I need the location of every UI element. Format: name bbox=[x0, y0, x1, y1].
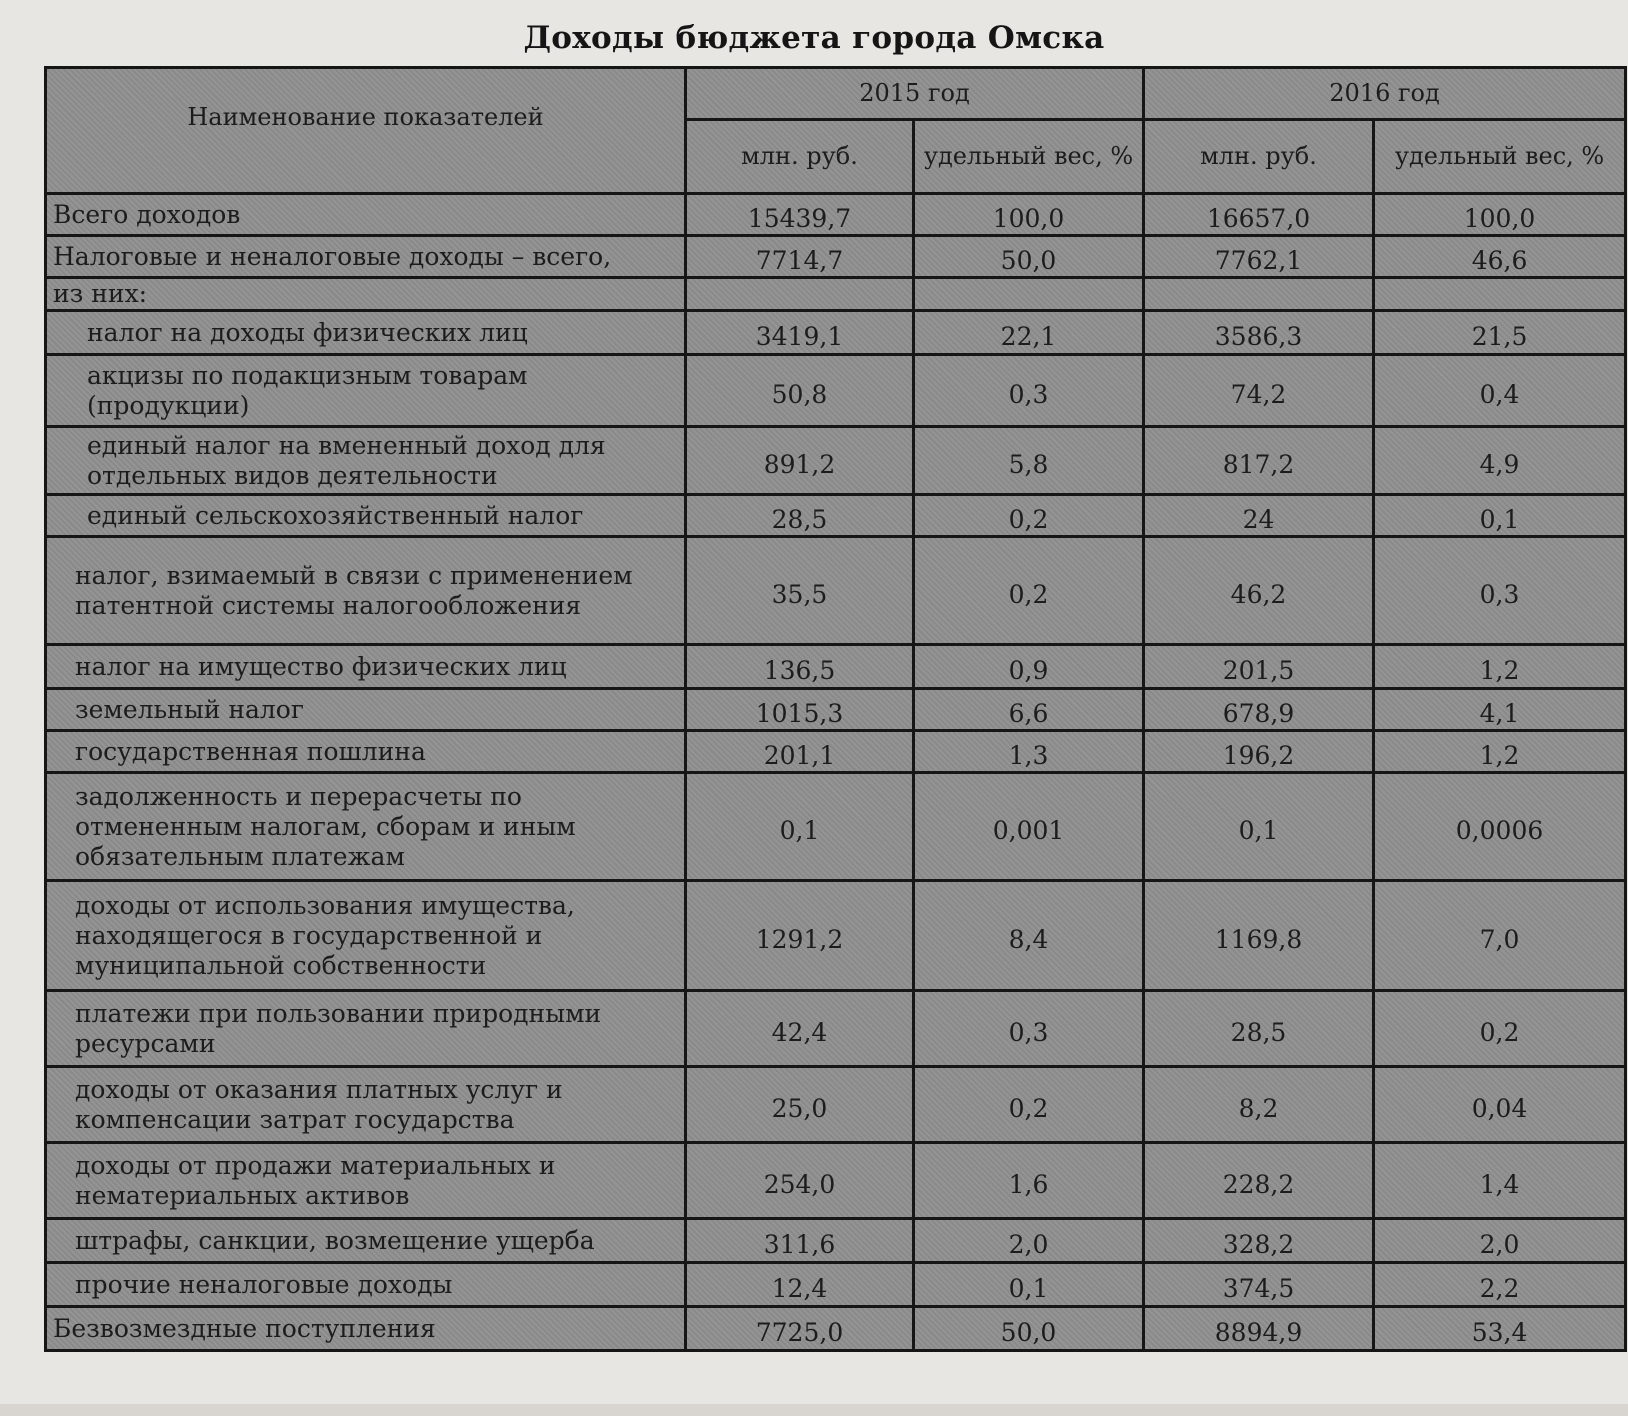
budget-table bbox=[44, 66, 1627, 1352]
row-indicator-name: Безвозмездные поступления bbox=[46, 1307, 686, 1351]
cell-mln-rub-2015: 12,4 bbox=[686, 1263, 914, 1307]
cell-mln-rub-2016: 16657,0 bbox=[1144, 194, 1374, 236]
row-indicator-name: акцизы по подакцизным товарам (продукции) bbox=[46, 355, 686, 427]
cell-mln-rub-2016: 0,1 bbox=[1144, 773, 1374, 881]
cell-mln-rub-2015: 1291,2 bbox=[686, 881, 914, 991]
cell-mln-rub-2016: 24 bbox=[1144, 495, 1374, 537]
cell-share-2015: 0,2 bbox=[914, 537, 1144, 645]
cell-mln-rub-2016 bbox=[1144, 278, 1374, 311]
cell-share-2016: 0,4 bbox=[1374, 355, 1626, 427]
cell-share-2015: 50,0 bbox=[914, 236, 1144, 278]
row-indicator-name: налог, взимаемый в связи с применением патентной системы налогообложения bbox=[46, 537, 686, 645]
header-indicator-name: Наименование показателей bbox=[46, 68, 686, 194]
row-indicator-name: единый сельскохозяйственный налог bbox=[46, 495, 686, 537]
table-row bbox=[46, 881, 1626, 991]
cell-mln-rub-2015: 35,5 bbox=[686, 537, 914, 645]
row-indicator-name: земельный налог bbox=[46, 689, 686, 731]
cell-share-2016: 21,5 bbox=[1374, 311, 1626, 355]
cell-mln-rub-2015: 50,8 bbox=[686, 355, 914, 427]
cell-share-2015: 0,9 bbox=[914, 645, 1144, 689]
header-share-2016: удельный вес, % bbox=[1374, 120, 1626, 194]
row-indicator-name: прочие неналоговые доходы bbox=[46, 1263, 686, 1307]
row-indicator-name: доходы от использования имущества, находящегося в государственной и муниципальной собственности bbox=[46, 881, 686, 991]
table-row bbox=[46, 1307, 1626, 1351]
cell-share-2016: 2,0 bbox=[1374, 1219, 1626, 1263]
cell-share-2015: 0,1 bbox=[914, 1263, 1144, 1307]
cell-share-2016: 0,2 bbox=[1374, 991, 1626, 1067]
cell-share-2015: 1,6 bbox=[914, 1143, 1144, 1219]
cell-mln-rub-2015: 201,1 bbox=[686, 731, 914, 773]
cell-share-2015: 100,0 bbox=[914, 194, 1144, 236]
cell-mln-rub-2016: 374,5 bbox=[1144, 1263, 1374, 1307]
table-row bbox=[46, 1067, 1626, 1143]
cell-mln-rub-2015: 7714,7 bbox=[686, 236, 914, 278]
cell-share-2015: 8,4 bbox=[914, 881, 1144, 991]
cell-mln-rub-2015: 42,4 bbox=[686, 991, 914, 1067]
cell-mln-rub-2015: 891,2 bbox=[686, 427, 914, 495]
row-indicator-name: налог на доходы физических лиц bbox=[46, 311, 686, 355]
cell-share-2016 bbox=[1374, 278, 1626, 311]
cell-mln-rub-2015: 25,0 bbox=[686, 1067, 914, 1143]
cell-mln-rub-2016: 8894,9 bbox=[1144, 1307, 1374, 1351]
cell-share-2016: 0,0006 bbox=[1374, 773, 1626, 881]
cell-mln-rub-2016: 196,2 bbox=[1144, 731, 1374, 773]
table-row bbox=[46, 645, 1626, 689]
table-row bbox=[46, 311, 1626, 355]
row-indicator-name: Всего доходов bbox=[46, 194, 686, 236]
cell-mln-rub-2015: 136,5 bbox=[686, 645, 914, 689]
table-row bbox=[46, 731, 1626, 773]
table-row bbox=[46, 1219, 1626, 1263]
header-year-2016: 2016 год bbox=[1144, 68, 1626, 120]
row-indicator-name: единый налог на вмененный доход для отдельных видов деятельности bbox=[46, 427, 686, 495]
row-indicator-name: налог на имущество физических лиц bbox=[46, 645, 686, 689]
cell-mln-rub-2015: 15439,7 bbox=[686, 194, 914, 236]
table-row bbox=[46, 355, 1626, 427]
cell-share-2016: 0,04 bbox=[1374, 1067, 1626, 1143]
table-row bbox=[46, 427, 1626, 495]
cell-mln-rub-2015: 28,5 bbox=[686, 495, 914, 537]
cell-share-2015: 0,001 bbox=[914, 773, 1144, 881]
cell-mln-rub-2015: 3419,1 bbox=[686, 311, 914, 355]
cell-share-2016: 53,4 bbox=[1374, 1307, 1626, 1351]
row-indicator-name: доходы от оказания платных услуг и компенсации затрат государства bbox=[46, 1067, 686, 1143]
row-indicator-name: задолженность и перерасчеты по отмененным налогам, сборам и иным обязательным платежам bbox=[46, 773, 686, 881]
page-title: Доходы бюджета города Омска bbox=[523, 20, 1105, 56]
cell-mln-rub-2016: 678,9 bbox=[1144, 689, 1374, 731]
cell-share-2015 bbox=[914, 278, 1144, 311]
cell-mln-rub-2015: 254,0 bbox=[686, 1143, 914, 1219]
row-indicator-name: штрафы, санкции, возмещение ущерба bbox=[46, 1219, 686, 1263]
table-row bbox=[46, 1143, 1626, 1219]
page-bottom-edge bbox=[0, 1404, 1628, 1416]
cell-mln-rub-2015: 7725,0 bbox=[686, 1307, 914, 1351]
row-indicator-name: платежи при пользовании природными ресурсами bbox=[46, 991, 686, 1067]
cell-mln-rub-2015: 0,1 bbox=[686, 773, 914, 881]
cell-mln-rub-2016: 74,2 bbox=[1144, 355, 1374, 427]
row-indicator-name: из них: bbox=[46, 278, 686, 311]
cell-share-2016: 2,2 bbox=[1374, 1263, 1626, 1307]
cell-mln-rub-2016: 228,2 bbox=[1144, 1143, 1374, 1219]
cell-mln-rub-2016: 1169,8 bbox=[1144, 881, 1374, 991]
cell-share-2015: 6,6 bbox=[914, 689, 1144, 731]
cell-mln-rub-2016: 46,2 bbox=[1144, 537, 1374, 645]
table-row bbox=[46, 236, 1626, 278]
cell-mln-rub-2016: 201,5 bbox=[1144, 645, 1374, 689]
cell-share-2015: 0,3 bbox=[914, 355, 1144, 427]
cell-share-2015: 1,3 bbox=[914, 731, 1144, 773]
cell-share-2015: 22,1 bbox=[914, 311, 1144, 355]
cell-share-2015: 0,2 bbox=[914, 495, 1144, 537]
header-mln-rub-2016: млн. руб. bbox=[1144, 120, 1374, 194]
table-header bbox=[46, 68, 1626, 194]
cell-share-2016: 1,4 bbox=[1374, 1143, 1626, 1219]
cell-share-2015: 0,3 bbox=[914, 991, 1144, 1067]
table-row bbox=[46, 495, 1626, 537]
cell-share-2016: 1,2 bbox=[1374, 645, 1626, 689]
cell-mln-rub-2016: 817,2 bbox=[1144, 427, 1374, 495]
cell-share-2016: 0,1 bbox=[1374, 495, 1626, 537]
table-row bbox=[46, 689, 1626, 731]
table-row bbox=[46, 991, 1626, 1067]
cell-mln-rub-2015 bbox=[686, 278, 914, 311]
cell-share-2016: 4,9 bbox=[1374, 427, 1626, 495]
cell-mln-rub-2016: 328,2 bbox=[1144, 1219, 1374, 1263]
table-row bbox=[46, 194, 1626, 236]
row-indicator-name: Налоговые и неналоговые доходы – всего, bbox=[46, 236, 686, 278]
cell-share-2016: 7,0 bbox=[1374, 881, 1626, 991]
cell-share-2015: 50,0 bbox=[914, 1307, 1144, 1351]
table-row bbox=[46, 278, 1626, 311]
cell-mln-rub-2016: 7762,1 bbox=[1144, 236, 1374, 278]
cell-mln-rub-2016: 8,2 bbox=[1144, 1067, 1374, 1143]
table-row bbox=[46, 773, 1626, 881]
cell-share-2015: 5,8 bbox=[914, 427, 1144, 495]
row-indicator-name: доходы от продажи материальных и нематериальных активов bbox=[46, 1143, 686, 1219]
cell-mln-rub-2015: 1015,3 bbox=[686, 689, 914, 731]
cell-share-2016: 100,0 bbox=[1374, 194, 1626, 236]
cell-share-2015: 0,2 bbox=[914, 1067, 1144, 1143]
table-body bbox=[46, 194, 1626, 1351]
header-share-2015: удельный вес, % bbox=[914, 120, 1144, 194]
cell-share-2015: 2,0 bbox=[914, 1219, 1144, 1263]
cell-mln-rub-2016: 28,5 bbox=[1144, 991, 1374, 1067]
cell-share-2016: 1,2 bbox=[1374, 731, 1626, 773]
cell-mln-rub-2015: 311,6 bbox=[686, 1219, 914, 1263]
cell-mln-rub-2016: 3586,3 bbox=[1144, 311, 1374, 355]
table-row bbox=[46, 1263, 1626, 1307]
header-mln-rub-2015: млн. руб. bbox=[686, 120, 914, 194]
row-indicator-name: государственная пошлина bbox=[46, 731, 686, 773]
header-year-2015: 2015 год bbox=[686, 68, 1144, 120]
table-row bbox=[46, 537, 1626, 645]
cell-share-2016: 0,3 bbox=[1374, 537, 1626, 645]
cell-share-2016: 4,1 bbox=[1374, 689, 1626, 731]
cell-share-2016: 46,6 bbox=[1374, 236, 1626, 278]
